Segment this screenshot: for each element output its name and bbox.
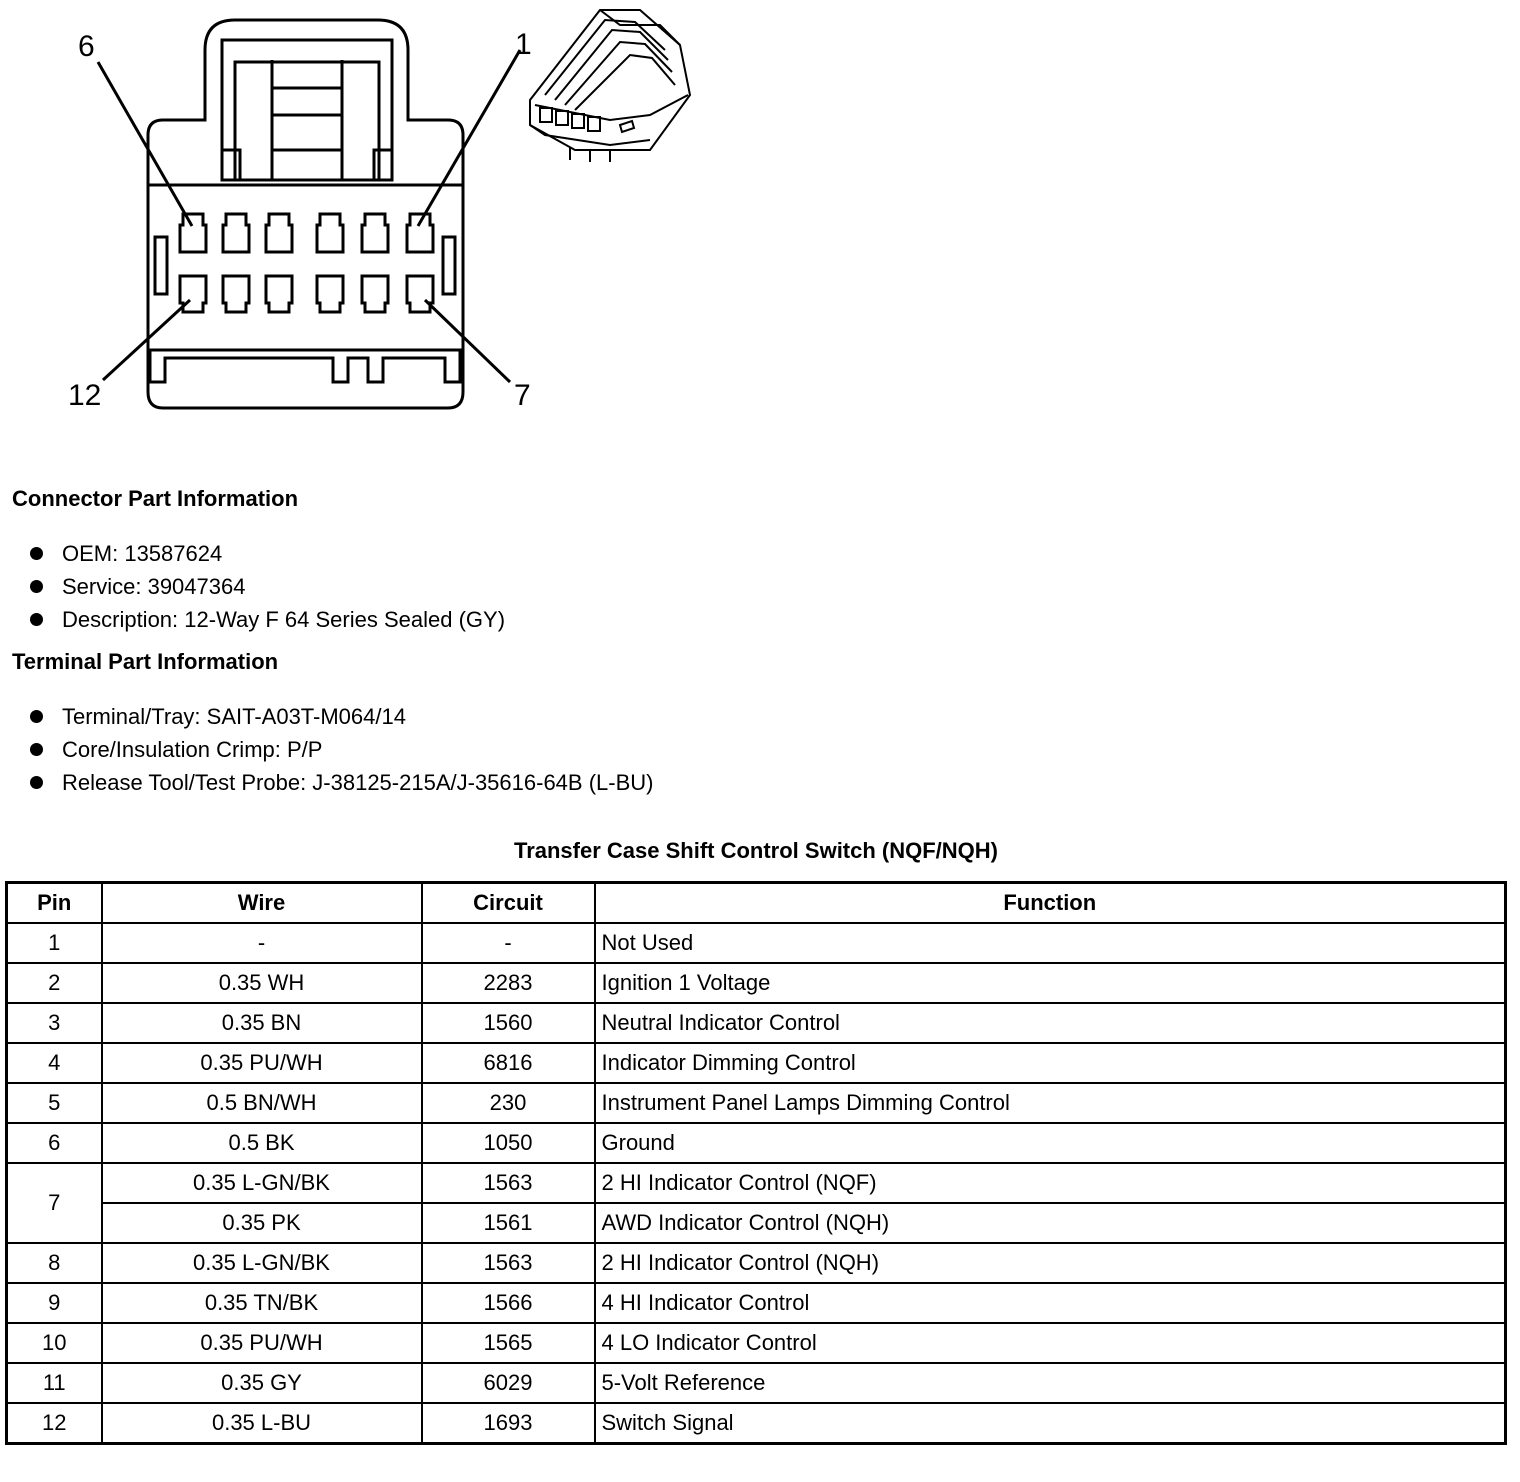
list-item <box>30 700 653 733</box>
pin-cell: 9 <box>7 1283 102 1323</box>
circuit-cell: 1050 <box>422 1123 595 1163</box>
pin-cell: 7 <box>7 1163 102 1243</box>
pin-cell: 12 <box>7 1403 102 1444</box>
pin-cell: 8 <box>7 1243 102 1283</box>
function-cell: Switch Signal <box>595 1403 1506 1444</box>
pin-cell: 3 <box>7 1003 102 1043</box>
bullet-icon <box>30 613 43 626</box>
circuit-cell: 1693 <box>422 1403 595 1444</box>
connector-diagram <box>0 0 720 430</box>
wire-cell: 0.35 BN <box>102 1003 422 1043</box>
table-row <box>7 1283 1506 1323</box>
bullet-icon <box>30 743 43 756</box>
wire-cell: 0.35 L-GN/BK <box>102 1243 422 1283</box>
callout-pin-6: 6 <box>78 30 95 63</box>
function-cell: 4 LO Indicator Control <box>595 1323 1506 1363</box>
bullet-icon <box>30 547 43 560</box>
circuit-cell: 2283 <box>422 963 595 1003</box>
table-row <box>7 1083 1506 1123</box>
table-row <box>7 1323 1506 1363</box>
terminal-tool: Release Tool/Test Probe: J-38125-215A/J-35616-64B (L-BU) <box>62 770 654 795</box>
pin-cell: 5 <box>7 1083 102 1123</box>
circuit-cell: 6816 <box>422 1043 595 1083</box>
function-cell: Instrument Panel Lamps Dimming Control <box>595 1083 1506 1123</box>
wire-cell: 0.35 L-BU <box>102 1403 422 1444</box>
circuit-cell: 1563 <box>422 1243 595 1283</box>
pin-cell: 1 <box>7 923 102 963</box>
terminal-section-heading: Terminal Part Information <box>12 649 279 674</box>
wire-cell: 0.35 WH <box>102 963 422 1003</box>
terminal-info-list <box>30 700 653 799</box>
connector-service: Service: 39047364 <box>62 574 246 599</box>
bullet-icon <box>30 580 43 593</box>
column-header-wire: Wire <box>102 883 422 924</box>
wire-cell: 0.35 TN/BK <box>102 1283 422 1323</box>
table-row <box>7 1243 1506 1283</box>
function-cell: Ignition 1 Voltage <box>595 963 1506 1003</box>
table-row <box>7 1363 1506 1403</box>
circuit-cell: 6029 <box>422 1363 595 1403</box>
function-cell: AWD Indicator Control (NQH) <box>595 1203 1506 1243</box>
circuit-cell: 1565 <box>422 1323 595 1363</box>
connector-3d-view <box>530 10 690 162</box>
wire-cell: 0.35 PK <box>102 1203 422 1243</box>
table-row <box>7 1163 1506 1203</box>
pinout-table <box>5 881 1507 1445</box>
function-cell: 4 HI Indicator Control <box>595 1283 1506 1323</box>
callout-pin-12: 12 <box>68 379 102 412</box>
function-cell: 5-Volt Reference <box>595 1363 1506 1403</box>
function-cell: Ground <box>595 1123 1506 1163</box>
terminal-crimp: Core/Insulation Crimp: P/P <box>62 737 323 762</box>
callout-pin-7: 7 <box>514 379 531 412</box>
list-item <box>30 603 505 636</box>
connector-section-heading: Connector Part Information <box>12 486 299 511</box>
table-row <box>7 1123 1506 1163</box>
table-header-row <box>7 883 1506 924</box>
callout-pin-1: 1 <box>515 28 532 61</box>
pin-cell: 4 <box>7 1043 102 1083</box>
table-row <box>7 1403 1506 1444</box>
circuit-cell: 1566 <box>422 1283 595 1323</box>
connector-description: Description: 12-Way F 64 Series Sealed (GY) <box>62 607 506 632</box>
circuit-cell: - <box>422 923 595 963</box>
function-cell: Not Used <box>595 923 1506 963</box>
wire-cell: - <box>102 923 422 963</box>
table-row <box>7 1203 1506 1243</box>
list-item <box>30 733 653 766</box>
wire-cell: 0.35 L-GN/BK <box>102 1163 422 1203</box>
table-title: Transfer Case Shift Control Switch (NQF/NQH) <box>513 838 999 863</box>
table-row <box>7 1043 1506 1083</box>
list-item <box>30 570 505 603</box>
connector-oem: OEM: 13587624 <box>62 541 223 566</box>
wire-cell: 0.5 BK <box>102 1123 422 1163</box>
wire-cell: 0.5 BN/WH <box>102 1083 422 1123</box>
function-cell: 2 HI Indicator Control (NQH) <box>595 1243 1506 1283</box>
circuit-cell: 1563 <box>422 1163 595 1203</box>
column-header-circuit: Circuit <box>422 883 595 924</box>
connector-info-list <box>30 537 505 636</box>
function-cell: Neutral Indicator Control <box>595 1003 1506 1043</box>
circuit-cell: 230 <box>422 1083 595 1123</box>
pin-cell: 6 <box>7 1123 102 1163</box>
pin-cell: 11 <box>7 1363 102 1403</box>
bullet-icon <box>30 776 43 789</box>
bullet-icon <box>30 710 43 723</box>
circuit-cell: 1560 <box>422 1003 595 1043</box>
column-header-function: Function <box>595 883 1506 924</box>
wire-cell: 0.35 GY <box>102 1363 422 1403</box>
wire-cell: 0.35 PU/WH <box>102 1043 422 1083</box>
terminal-tray: Terminal/Tray: SAIT-A03T-M064/14 <box>62 704 406 729</box>
function-cell: 2 HI Indicator Control (NQF) <box>595 1163 1506 1203</box>
table-row <box>7 923 1506 963</box>
wire-cell: 0.35 PU/WH <box>102 1323 422 1363</box>
circuit-cell: 1561 <box>422 1203 595 1243</box>
column-header-pin: Pin <box>7 883 102 924</box>
table-row <box>7 1003 1506 1043</box>
pin-cell: 10 <box>7 1323 102 1363</box>
table-row <box>7 963 1506 1003</box>
list-item <box>30 537 505 570</box>
function-cell: Indicator Dimming Control <box>595 1043 1506 1083</box>
pin-cell: 2 <box>7 963 102 1003</box>
list-item <box>30 766 653 799</box>
